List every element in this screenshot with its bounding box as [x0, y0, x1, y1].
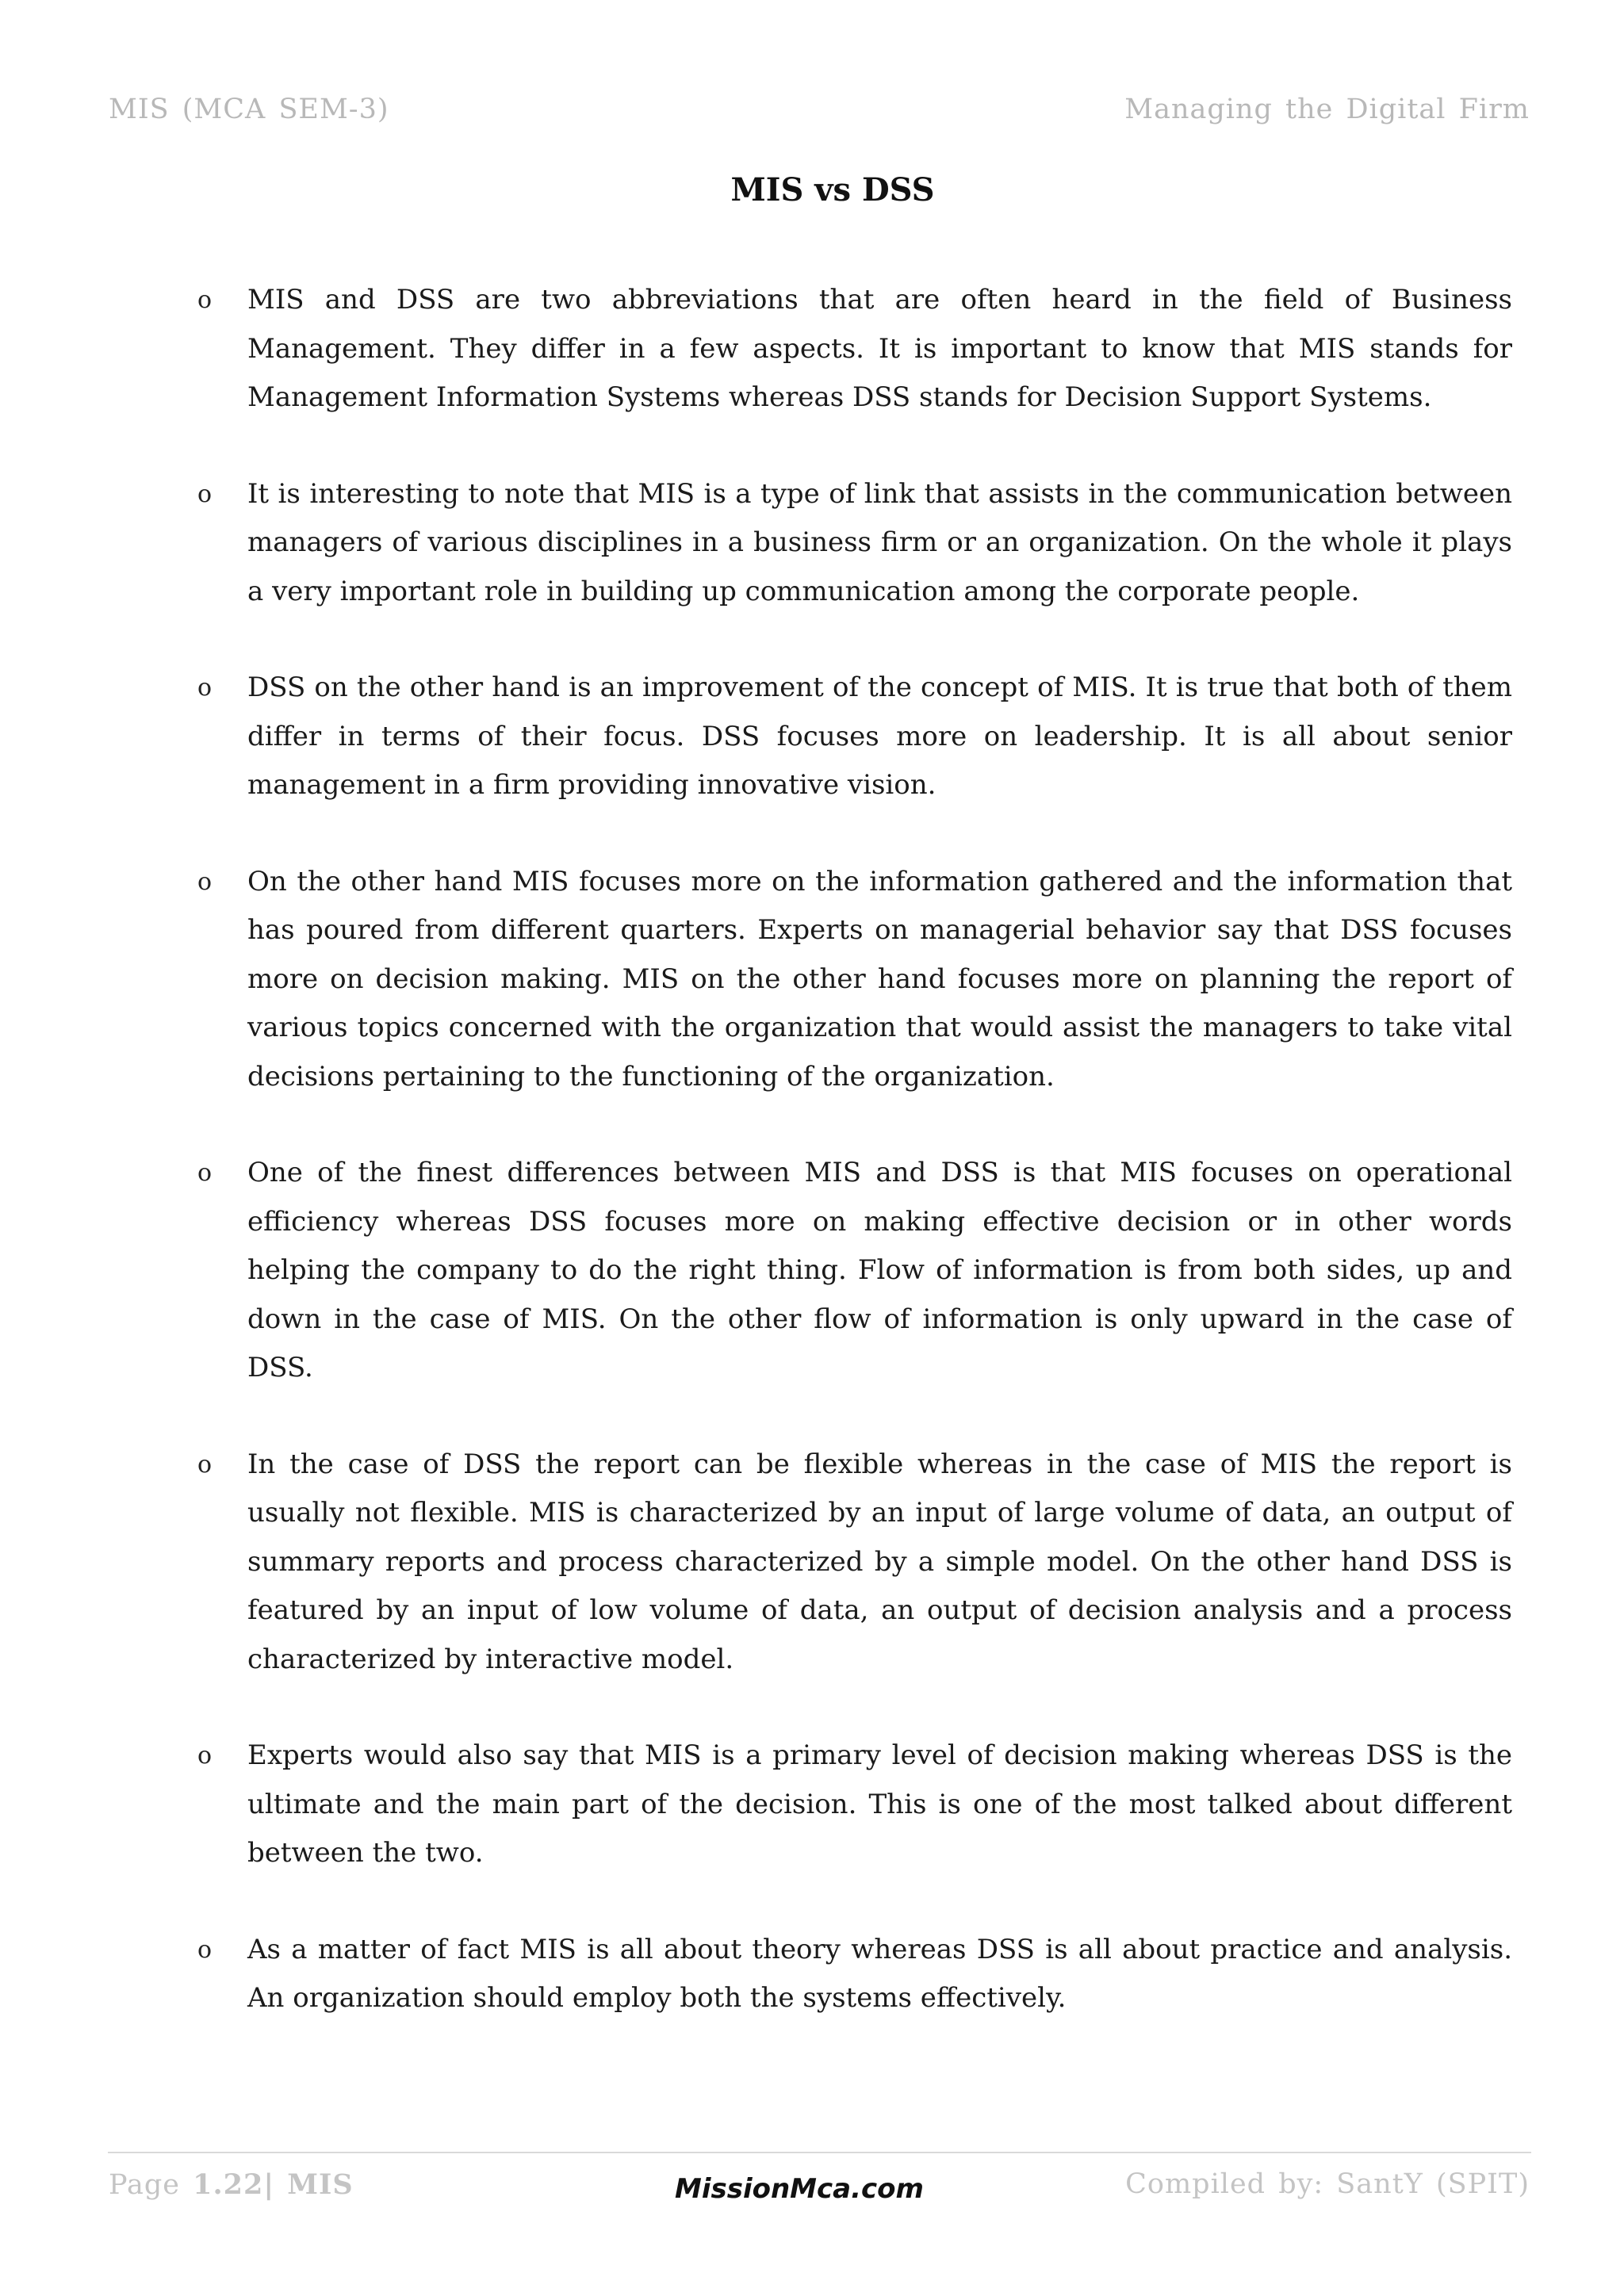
- header-course: MIS (MCA SEM-3): [109, 94, 389, 125]
- list-item-text: It is interesting to note that MIS is a type of link that assists in the communication between managers of various disciplines in a business firm or an organization. On the whole it plays a very important role in building up communication among the corporate people.: [247, 477, 1512, 607]
- list-item: [196, 1732, 1512, 1878]
- list-item-text: On the other hand MIS focuses more on the information gathered and the information that has poured from different quarters. Experts on managerial behavior say that DSS focuses more on decision making. MIS on the other hand focuses more on planning the report of various topics concerned with the organization that would assist the managers to take vital decisions pertaining to the functioning of the organization.: [247, 865, 1512, 1093]
- footer-page-subject: MIS: [287, 2168, 354, 2201]
- bullet-icon: o: [197, 1935, 213, 1964]
- footer-page-info: [109, 2168, 354, 2201]
- list-item: [196, 276, 1512, 423]
- footer-divider: [108, 2152, 1531, 2153]
- header-chapter: Managing the Digital Firm: [1124, 94, 1530, 125]
- bullet-icon: o: [197, 674, 213, 702]
- page-footer: [109, 2165, 1530, 2221]
- bullet-icon: o: [197, 1742, 213, 1770]
- list-item-text: Experts would also say that MIS is a primary level of decision making whereas DSS is the ultimate and the main part of the decision. This is one of the most talked about different between the two.: [247, 1739, 1512, 1869]
- list-item: [196, 470, 1512, 617]
- bullet-icon: o: [197, 867, 213, 896]
- bullet-icon: o: [197, 286, 213, 314]
- list-item: [196, 858, 1512, 1102]
- bullet-list: [196, 276, 1512, 2071]
- site-logo: MissionMca.com: [675, 2173, 924, 2205]
- bullet-icon: o: [197, 1450, 213, 1479]
- list-item-text: One of the finest differences between MIS and DSS is that MIS focuses on operational efficiency whereas DSS focuses more on making effective decision or in other words helping the company to do the right thing. Flow of information is from both sides, up and down in the case of MIS. On the other flow of information is only upward in the case of DSS.: [247, 1157, 1512, 1383]
- footer-page-prefix: Page: [109, 2169, 180, 2201]
- list-item: [196, 1441, 1512, 1685]
- list-item-text: As a matter of fact MIS is all about theory whereas DSS is all about practice and analysis. An organization should employ both the systems effectively.: [247, 1933, 1512, 2014]
- footer-page-number: 1.22|: [193, 2168, 275, 2201]
- page-title: MIS vs DSS: [730, 171, 935, 209]
- footer-compiled-by: Compiled by: SantY (SPIT): [1125, 2168, 1530, 2200]
- list-item: [196, 1149, 1512, 1393]
- list-item-text: DSS on the other hand is an improvement of the concept of MIS. It is true that both of them differ in terms of their focus. DSS focuses more on leadership. It is all about senior management in a firm providing innovative vision.: [247, 672, 1512, 801]
- list-item: [196, 664, 1512, 810]
- list-item-text: MIS and DSS are two abbreviations that are often heard in the field of Business Management. They differ in a few aspects. It is important to know that MIS stands for Management Information Systems whereas DSS stands for Decision Support Systems.: [247, 284, 1512, 413]
- page-header: [109, 94, 1530, 133]
- bullet-icon: o: [197, 480, 213, 508]
- list-item-text: In the case of DSS the report can be flexible whereas in the case of MIS the report is usually not flexible. MIS is characterized by an input of large volume of data, an output of summary reports and process characterized by a simple model. On the other hand DSS is featured by an input of low volume of data, an output of decision analysis and a process characterized by interactive model.: [247, 1448, 1512, 1675]
- list-item: [196, 1926, 1512, 2023]
- bullet-icon: o: [197, 1159, 213, 1187]
